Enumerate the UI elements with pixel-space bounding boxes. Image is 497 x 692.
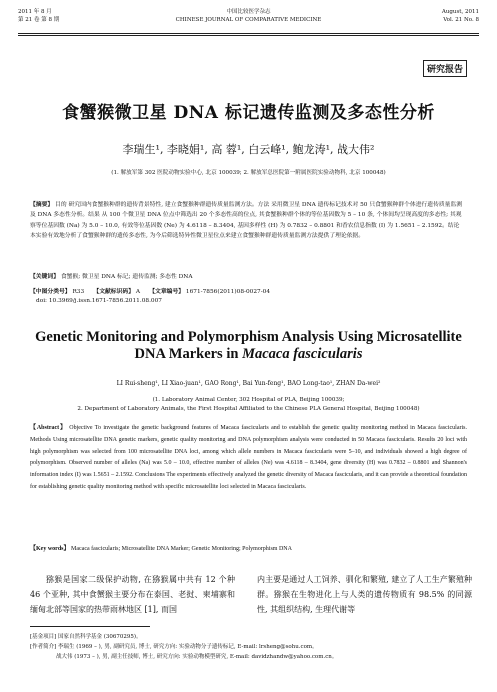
abstract-cn (30, 200, 467, 242)
footnotes (30, 632, 472, 662)
journal-name-en: CHINESE JOURNAL OF COMPARATIVE MEDICINE (175, 17, 322, 23)
header-issue: 第 21 卷 第 8 期 (18, 17, 60, 23)
header-rule-2 (18, 35, 479, 36)
article-id-value: 1671-7856(2011)08-0027-04 (185, 289, 271, 295)
header-volume: Vol. 21 No. 8 (443, 17, 479, 23)
affiliation-en-1: (1. Laboratory Animal Center, 302 Hospital of PLA, Beijing 100039; (152, 397, 345, 403)
body-column-right: 内主要是通过人工饲养、驯化和繁殖, 建立了人工生产繁殖种群。猕猴在生物进化上与人类的遗传物质有 98.5% 的同源性, 其组织结构, 生理代谢等 (257, 575, 472, 614)
abstract-en (30, 423, 467, 494)
footnote-author-2: 战大伟 (1973 – ), 男, 副主任技师, 博士, 研究方向: 实验动物模型研究, E-mail: davidzhandw@yahoo.com.cn。 (56, 654, 338, 660)
keywords-cn-label: 【关键词】 (30, 274, 59, 280)
keywords-cn-text: 食蟹猴; 微卫星 DNA 标记; 遗传监测; 多态性 DNA (60, 274, 193, 280)
header-date: 2011 年 8 月 (18, 9, 52, 15)
keywords-en-label: 【Key words】 (30, 546, 70, 552)
footnote-author-1: [作者简介] 李瑞生 (1969 – ), 男, 副研究员, 博士, 研究方向: 实验动物分子遗传标记, E-mail: lrsheng@sohu.com。 (30, 644, 318, 650)
doc-code-label: 【文献标识码】 (93, 289, 134, 295)
title-en-species: Macaca fascicularis (242, 346, 363, 362)
title-en-line2 (20, 346, 477, 363)
authors-en: LI Rui-sheng¹, LI Xiao-juan¹, GAO Rong¹, Bai Yun-feng¹, BAO Long-tao¹, ZHAN Da-wei² (116, 380, 381, 387)
doc-code-value: A (135, 289, 141, 295)
abstract-en-text: Objective To investigate the genetic background features of Macaca fascicularis and to establish the genetic quality monitoring method in Macaca fascicularis. Methods Using microsatellite DNA genetic markers, genetic quality monitoring and DNA polymorphism analysis were conducted in 50 Macaca fascicularis. Results 20 loci with high polymorphism was selected from 100 microsatellite DNA loci, among which allele numbers in Macaca fascicularis were 5–10, and individuals showed a high degree of polymorphism. Observed number of alleles (Na) was 5.0 – 10.0, effective number of alleles (Ne) was 4.6118 – 8.3404, gene diversity (H) was 0.7832 – 0.8801 and Shannon's information index (I) was 1.5651 – 2.1592. Conclusions The experiments effectively analyzed the genetic diversity of Macaca fascicularis, and it can provide a theoretical foundation for establishing genetic quality monitoring method with specific microsatellite loci selected in Macaca fascicularis. (30, 425, 468, 490)
classification-cn (30, 286, 467, 295)
header-date-en: August, 2011 (441, 9, 479, 15)
body-column-left: 猕猴是国家二级保护动物, 在猕猴属中共有 12 个种 46 个亚种, 其中食蟹猴主要分布在泰国、老挝、柬埔寨和缅甸北部等国家的热带雨林地区 [1], 而国 (30, 575, 235, 614)
affiliation-en-2: 2. Department of Laboratory Animals, the First Hospital Affiliated to the Chinese PLA General Hospital, Beijing 100048) (77, 405, 420, 412)
keywords-en (30, 543, 467, 552)
affiliation-cn: (1. 解放军第 302 医院动物实验中心, 北京 100039; 2. 解放军总医院第一附属医院实验动物科, 北京 100048) (111, 170, 386, 176)
clc-value: R33 (72, 289, 85, 295)
footnote-rule (30, 626, 150, 627)
abstract-en-label: 【Abstract】 (30, 425, 67, 431)
article-id-label: 【文章编号】 (149, 289, 185, 295)
affiliation-en (0, 396, 497, 413)
title-cn: 食蟹猴微卫星 DNA 标记遗传监测及多态性分析 (62, 103, 435, 123)
running-header (18, 8, 479, 30)
title-en (20, 329, 477, 363)
clc-label: 【中图分类号】 (30, 289, 71, 295)
title-en-line1: Genetic Monitoring and Polymorphism Analysis Using Microsatellite (35, 329, 462, 345)
doi: doi: 10.3969/j.issn.1671-7856.2011.08.007 (36, 298, 162, 304)
abstract-cn-text: 目的 研究国内食蟹猴种群的遗传背景特性, 建立食蟹猴种群遗传质量监测方法。方法 采用微卫星 DNA 遗传标记技术对 50 只食蟹猴种群个体进行遗传质量监测及 DNA 多态性分析。结果 从 100 个微卫星 DNA 位点中筛选出 20 个多态性高的位点, 其食蟹猴种群个体的等位基因数为 5 – 10 条, 个体间均呈现高度的多态性; 其观察等位基因数 (Na) 为 5.0 – 10.0, 有效等位基因数 (Ne) 为 4.6118 – 8.3404, 基因多样性 (H) 为 0.7832 – 0.8801 和香农信息指数 (I) 为 1.5651 – 2.1592。结论 本实验有效地分析了食蟹猴种群的遗传多态性, 为今后筛选特异性微卫星位点来建立食蟹猴种群遗传质量监测方法提供了理论依据。 (30, 202, 463, 240)
keywords-en-text: Macaca fascicularis; Microsatellite DNA Marker; Genetic Monitoring; Polymorphism DNA (71, 546, 292, 552)
abstract-cn-label: 【摘要】 (30, 202, 54, 208)
header-center (18, 8, 479, 24)
keywords-cn (30, 272, 467, 282)
journal-name-cn: 中国比较医学杂志 (226, 9, 271, 15)
title-en-line2-a: DNA Markers in (134, 346, 243, 362)
header-rule (18, 33, 479, 34)
section-badge: 研究报告 (423, 60, 467, 77)
authors-cn: 李瑞生¹, 李晓娟¹, 高 蓉¹, 白云峰¹, 鲍龙涛¹, 战大伟² (122, 143, 375, 156)
header-right (442, 8, 479, 24)
footnote-funding: [基金项目] 国家自然科学基金 (30670295)。 (30, 634, 142, 640)
